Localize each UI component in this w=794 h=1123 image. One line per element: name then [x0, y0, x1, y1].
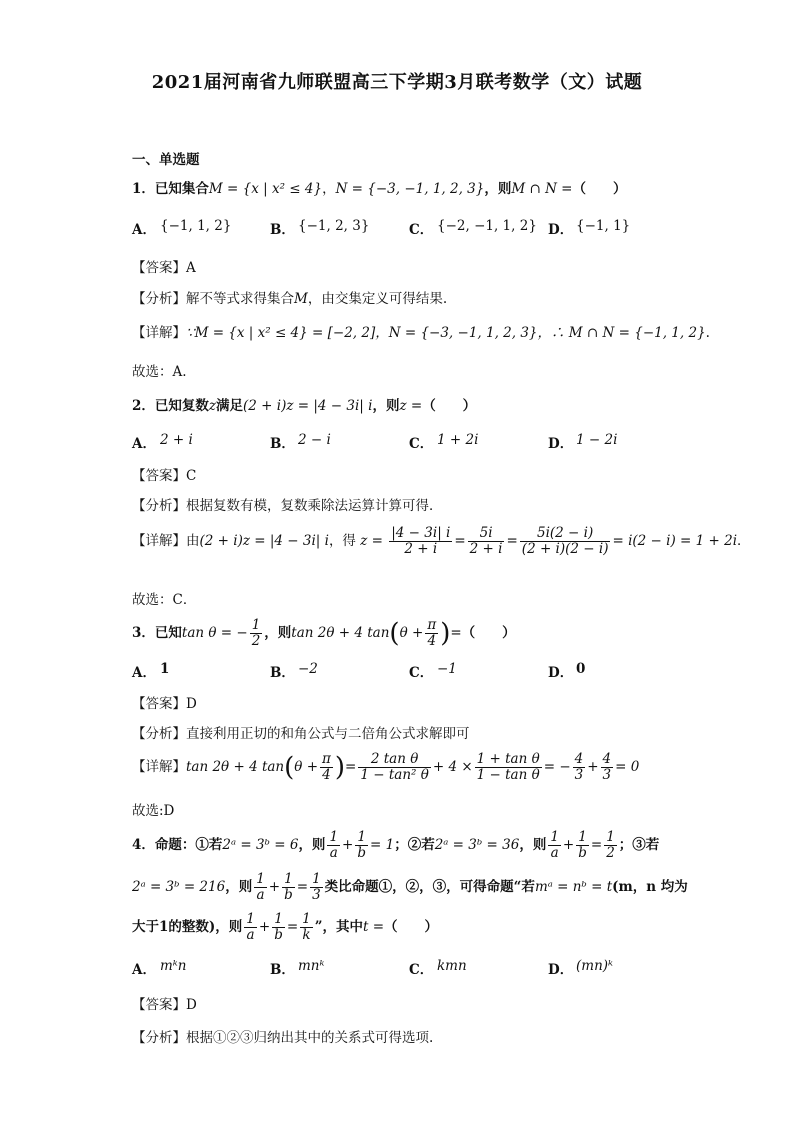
q2-fraction-2: $\frac{5i}{2 + i}$: [469, 525, 503, 557]
q2-option-d: 1 − 2i: [576, 432, 618, 448]
question-1-stem: 1．已知集合M = {x | x² ≤ 4}，N = {−3, −1, 1, 2, 3}，则M ∩ N =（ ）: [132, 181, 627, 197]
q2-conclusion: 故选：C．: [132, 592, 197, 608]
q2-option-a: 2 + i: [160, 432, 193, 448]
q2-fraction-3: $\frac{5i(2 - i)}{(2 + i)(2 - i)}$: [521, 525, 609, 557]
q2-option-b-letter: B．: [270, 436, 295, 452]
q2-answer: 【答案】C: [132, 468, 197, 484]
q2-option-a-letter: A．: [132, 436, 156, 452]
q2-option-d-letter: D．: [548, 436, 574, 452]
q4-option-d-letter: D．: [548, 962, 574, 978]
q1-analysis: 【分析】解不等式求得集合M，由交集定义可得结果.: [132, 291, 448, 307]
q3-detail: 【详解】tan 2θ + 4 tan(θ + $\frac{\pi}{4}$ )= $\frac{\text{2 tan θ}}{\text{1 − tan² θ}}$ + 4 × $\frac{\text{1 + tan θ}}{\text{1 − tan θ}}$ = − $\frac{4}{3}$ + $\frac{4}{3}$ = 0: [132, 751, 640, 783]
q3-option-c: −1: [437, 661, 457, 677]
q4-option-a-letter: A．: [132, 962, 156, 978]
q3-option-c-letter: C．: [409, 665, 434, 681]
q1-option-b-letter: B．: [270, 222, 295, 238]
q3-option-b: −2: [298, 661, 318, 677]
section-heading: 一、单选题: [132, 152, 200, 168]
q1-option-d-letter: D．: [548, 222, 574, 238]
q1-option-c-letter: C．: [409, 222, 434, 238]
q2-detail: 【详解】由(2 + i)z = |4 − 3i| i，得 z = $\frac{|4 - 3i| i}{2 + i}$ = $\frac{5i}{2 + i}$ = $\frac{5i(2 - i)}{(2 + i)(2 - i)}$ = i(2 − i) = 1 + 2i．: [132, 525, 751, 557]
q3-option-a-letter: A．: [132, 665, 156, 681]
q3-option-b-letter: B．: [270, 665, 295, 681]
question-4-stem-line-3: 大于1的整数)，则 $\frac{1}{a}$ + $\frac{1}{b}$ = $\frac{1}{k}$ ”，其中t =（ ）: [132, 911, 439, 943]
q4-option-d: (mn)ᵏ: [576, 958, 613, 974]
question-4-stem-line-1: 4．命题：①若2ᵃ = 3ᵇ = 6，则 $\frac{1}{a}$ + $\frac{1}{b}$ = 1；②若2ᵃ = 3ᵇ = 36，则 $\frac{1}{a}$ + $\frac{1}{b}$ = $\frac{1}{2}$ ；③若: [132, 829, 660, 861]
q3-option-d: 0: [576, 661, 586, 677]
q3-option-d-letter: D．: [548, 665, 574, 681]
q1-detail: 【详解】∵M = {x | x² ≤ 4} = [−2, 2]，N = {−3, −1, 1, 2, 3}，∴ M ∩ N = {−1, 1, 2}.: [132, 325, 710, 341]
q3-detail-fraction-1: $\frac{\text{2 tan θ}}{\text{1 − tan² θ}}$: [360, 751, 429, 783]
q4-analysis: 【分析】根据①②③归纳出其中的关系式可得选项.: [132, 1030, 434, 1046]
q4-answer: 【答案】D: [132, 997, 197, 1013]
question-2-stem: 2．已知复数z满足(2 + i)z = |4 − 3i| i，则z =（ ）: [132, 398, 477, 414]
q3-pi-fraction: $\frac{\pi}{4}$: [427, 617, 437, 649]
q3-option-a: 1: [160, 661, 170, 677]
q1-option-c: {−2, −1, 1, 2}: [437, 218, 537, 234]
q3-detail-fraction-3: $\frac{4}{3}$: [574, 751, 584, 783]
q2-option-c: 1 + 2i: [437, 432, 479, 448]
q1-option-d: {−1, 1}: [576, 218, 631, 234]
q3-detail-pi-fraction: $\frac{\pi}{4}$: [322, 751, 331, 783]
q2-analysis: 【分析】根据复数有模，复数乘除法运算计算可得．: [132, 498, 443, 514]
q4-option-a: mᵏn: [160, 958, 187, 974]
q4-option-c-letter: C．: [409, 962, 434, 978]
question-3-stem: 3．已知tan θ = − $\frac{1}{2}$ ，则tan 2θ + 4 tan(θ + $\frac{\pi}{4}$ )=（ ）: [132, 617, 516, 649]
q3-analysis: 【分析】直接利用正切的和角公式与二倍角公式求解即可: [132, 726, 470, 742]
q1-answer: 【答案】A: [132, 260, 196, 276]
question-4-stem-line-2: 2ᵃ = 3ᵇ = 216，则 $\frac{1}{a}$ + $\frac{1}{b}$ = $\frac{1}{3}$ 类比命题①，②，③，可得命题“若mᵃ = nᵇ = t(m，n 均为: [132, 871, 688, 903]
q3-detail-fraction-2: $\frac{\text{1 + tan θ}}{\text{1 − tan θ}}$: [476, 751, 540, 783]
q3-detail-fraction-4: $\frac{4}{3}$: [602, 751, 612, 783]
q4-option-c: kmn: [437, 958, 467, 974]
q3-conclusion: 故选:D: [132, 803, 175, 819]
q1-conclusion: 故选：A.: [132, 364, 187, 380]
q2-option-b: 2 − i: [298, 432, 331, 448]
q2-fraction-1: $\frac{|4 - 3i| i}{2 + i}$: [391, 525, 451, 557]
q1-option-b: {−1, 2, 3}: [298, 218, 370, 234]
q3-answer: 【答案】D: [132, 696, 197, 712]
q2-option-c-letter: C．: [409, 436, 434, 452]
q4-option-b: mnᵏ: [298, 958, 325, 974]
q4-option-b-letter: B．: [270, 962, 295, 978]
page-title: 2021届河南省九师联盟高三下学期3月联考数学（文）试题: [151, 72, 643, 93]
q1-option-a-letter: A．: [132, 222, 156, 238]
q3-half-fraction: $\frac{1}{2}$: [251, 617, 261, 649]
q1-option-a: {−1, 1, 2}: [160, 218, 232, 234]
